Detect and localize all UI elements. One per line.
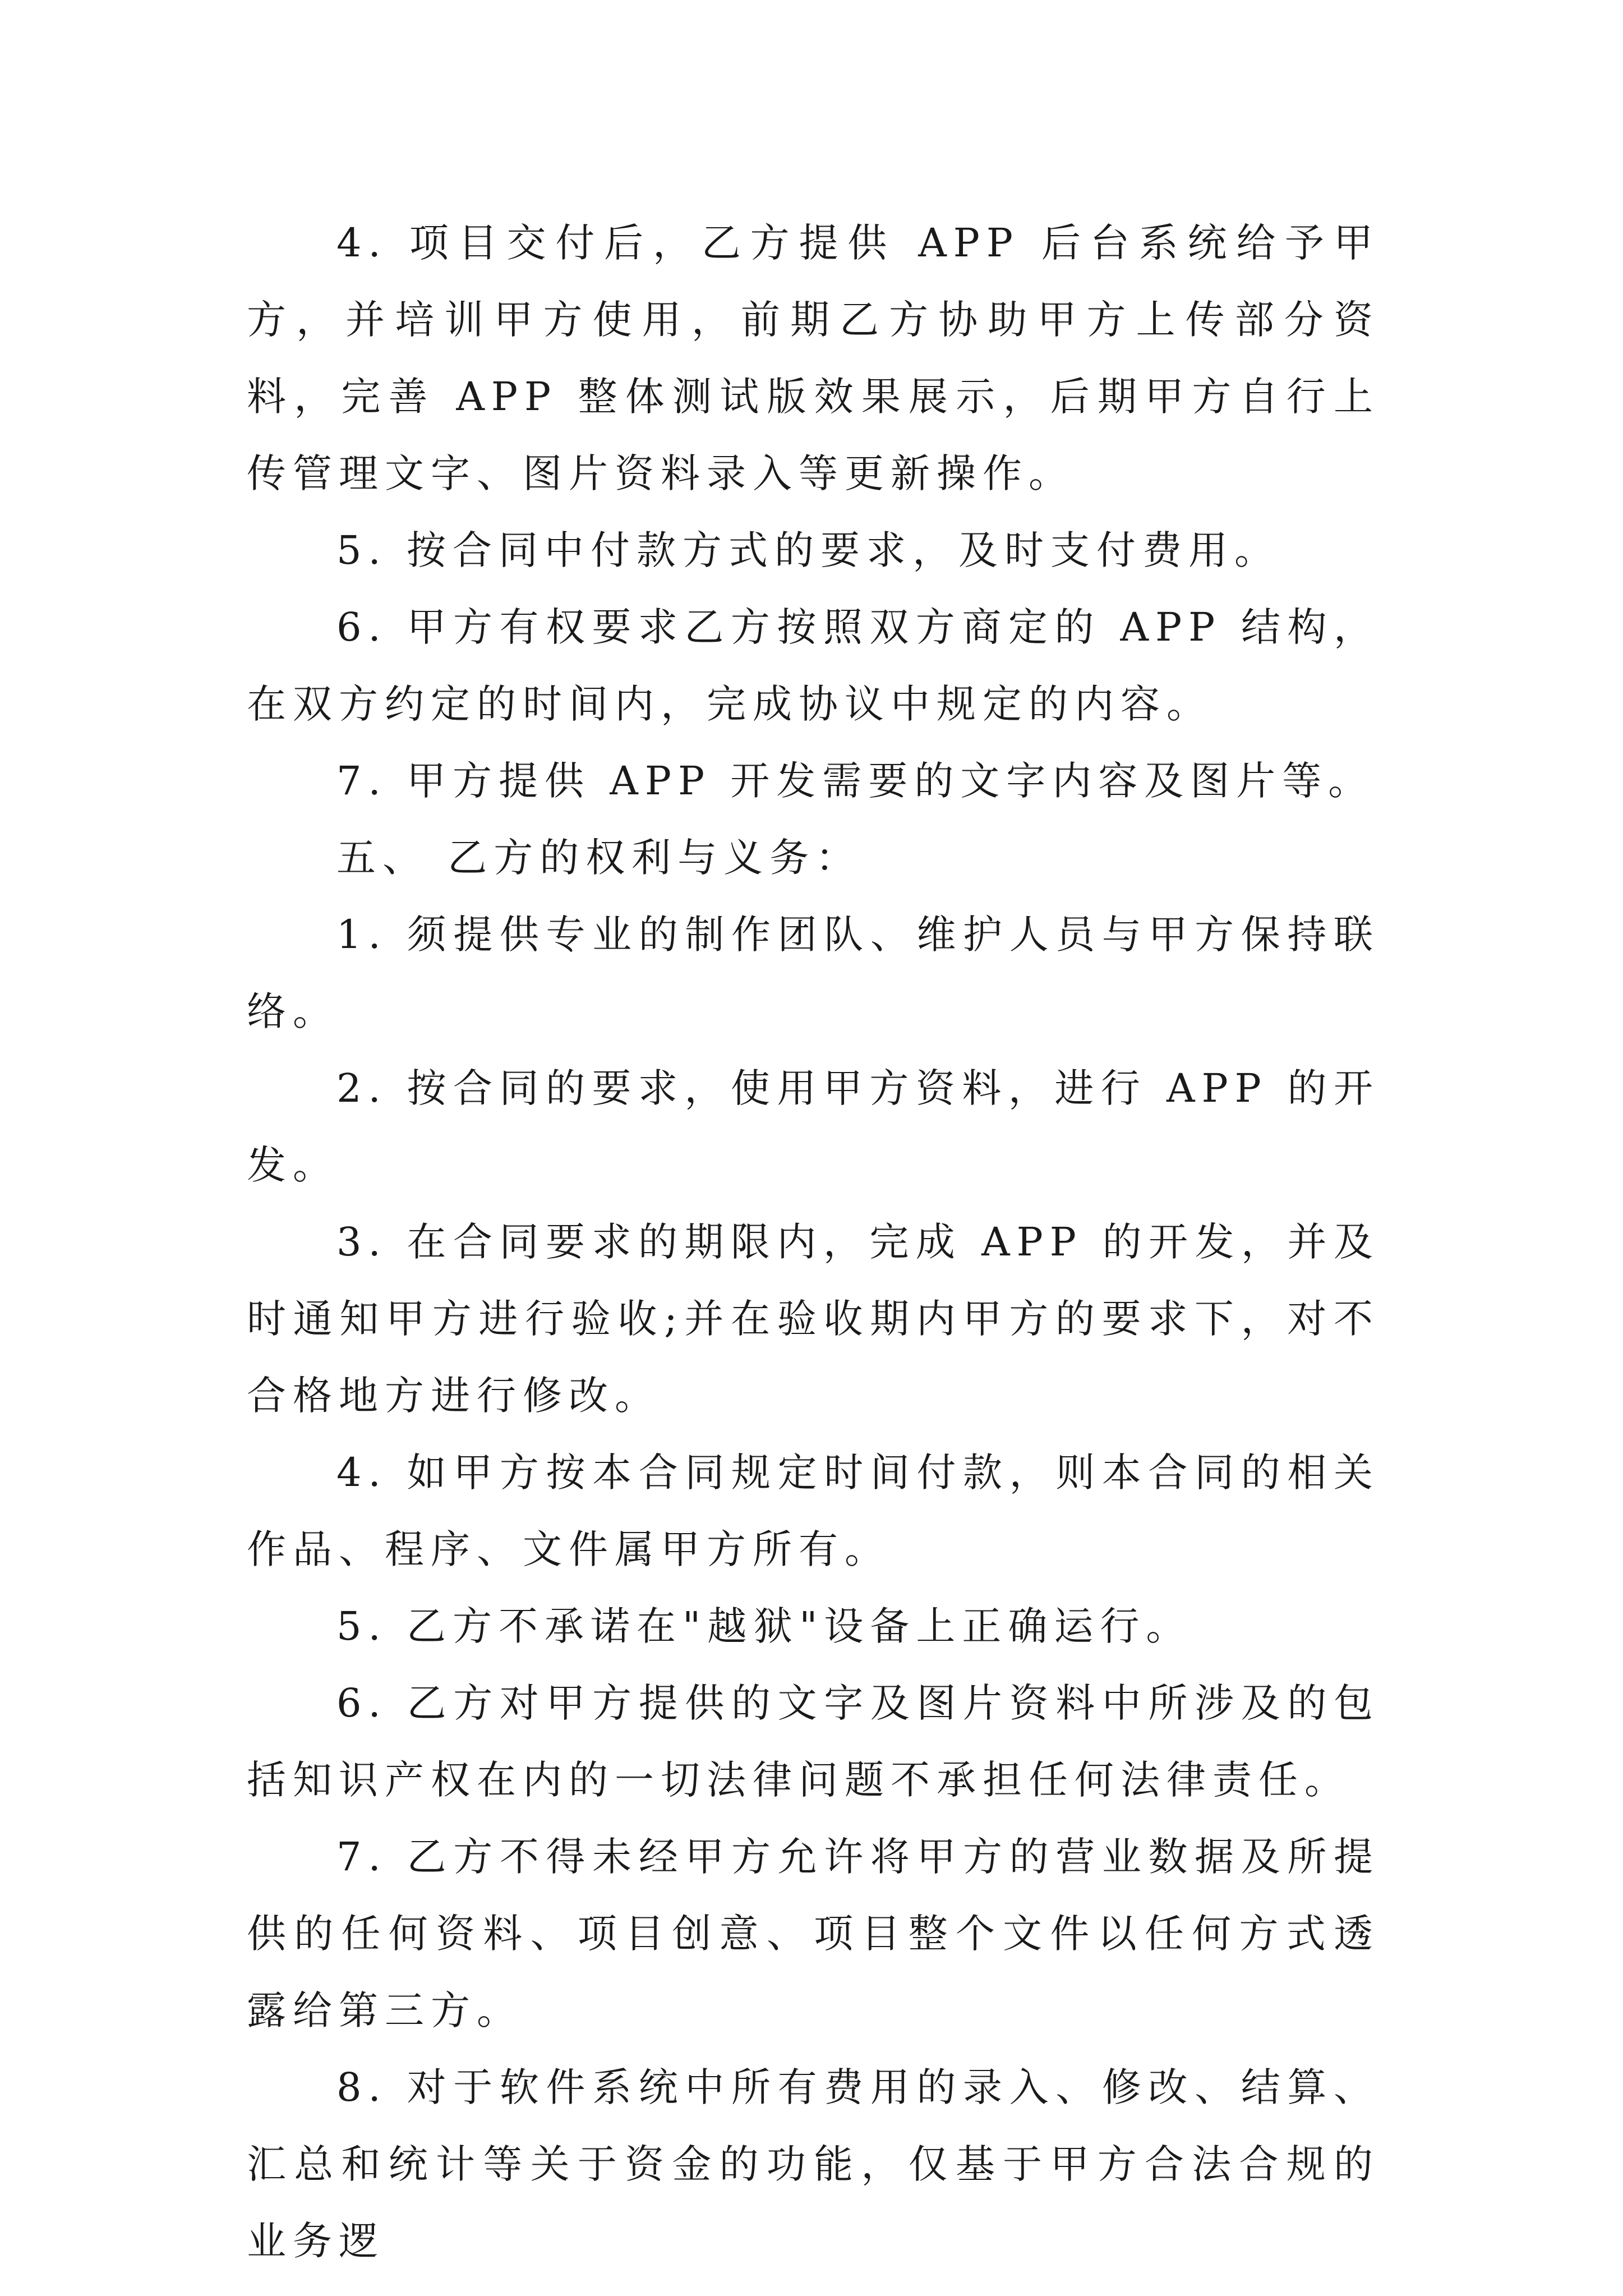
- paragraph-6: 1. 须提供专业的制作团队、维护人员与甲方保持联络。: [247, 912, 1380, 1034]
- paragraph-12: 7. 乙方不得未经甲方允许将甲方的营业数据及所提供的任何资料、项目创意、项目整个文件以任何方式透露给第三方。: [247, 1834, 1380, 2033]
- paragraph-3: 6. 甲方有权要求乙方按照双方商定的 APP 结构，在双方约定的时间内，完成协议中规定的内容。: [247, 604, 1380, 727]
- paragraph-10: 5. 乙方不承诺在"越狱"设备上正确运行。: [336, 1603, 1192, 1649]
- paragraph-11: 6. 乙方对甲方提供的文字及图片资料中所涉及的包括知识产权在内的一切法律问题不承担任何法律责任。: [247, 1680, 1380, 1803]
- paragraph-7: 2. 按合同的要求，使用甲方资料，进行 APP 的开发。: [247, 1065, 1380, 1188]
- paragraph-9: 4. 如甲方按本合同规定时间付款，则本合同的相关作品、程序、文件属甲方所有。: [247, 1450, 1380, 1572]
- section-heading: 五、 乙方的权利与义务：: [336, 835, 862, 881]
- paragraph-1: 4. 项目交付后，乙方提供 APP 后台系统给予甲方，并培训甲方使用，前期乙方协助甲方上传部分资料，完善 APP 整体测试版效果展示，后期甲方自行上传管理文字、图片资料录入等更新操作。: [247, 220, 1380, 496]
- paragraph-8: 3. 在合同要求的期限内，完成 APP 的开发，并及时通知甲方进行验收;并在验收期内甲方的要求下，对不合格地方进行修改。: [247, 1219, 1380, 1419]
- paragraph-13: 8. 对于软件系统中所有费用的录入、修改、结算、汇总和统计等关于资金的功能，仅基于甲方合法合规的业务逻: [247, 2064, 1380, 2264]
- document-body: [247, 205, 1380, 2280]
- paragraph-4: 7. 甲方提供 APP 开发需要的文字内容及图片等。: [336, 758, 1375, 804]
- paragraph-2: 5. 按合同中付款方式的要求，及时支付费用。: [336, 527, 1281, 573]
